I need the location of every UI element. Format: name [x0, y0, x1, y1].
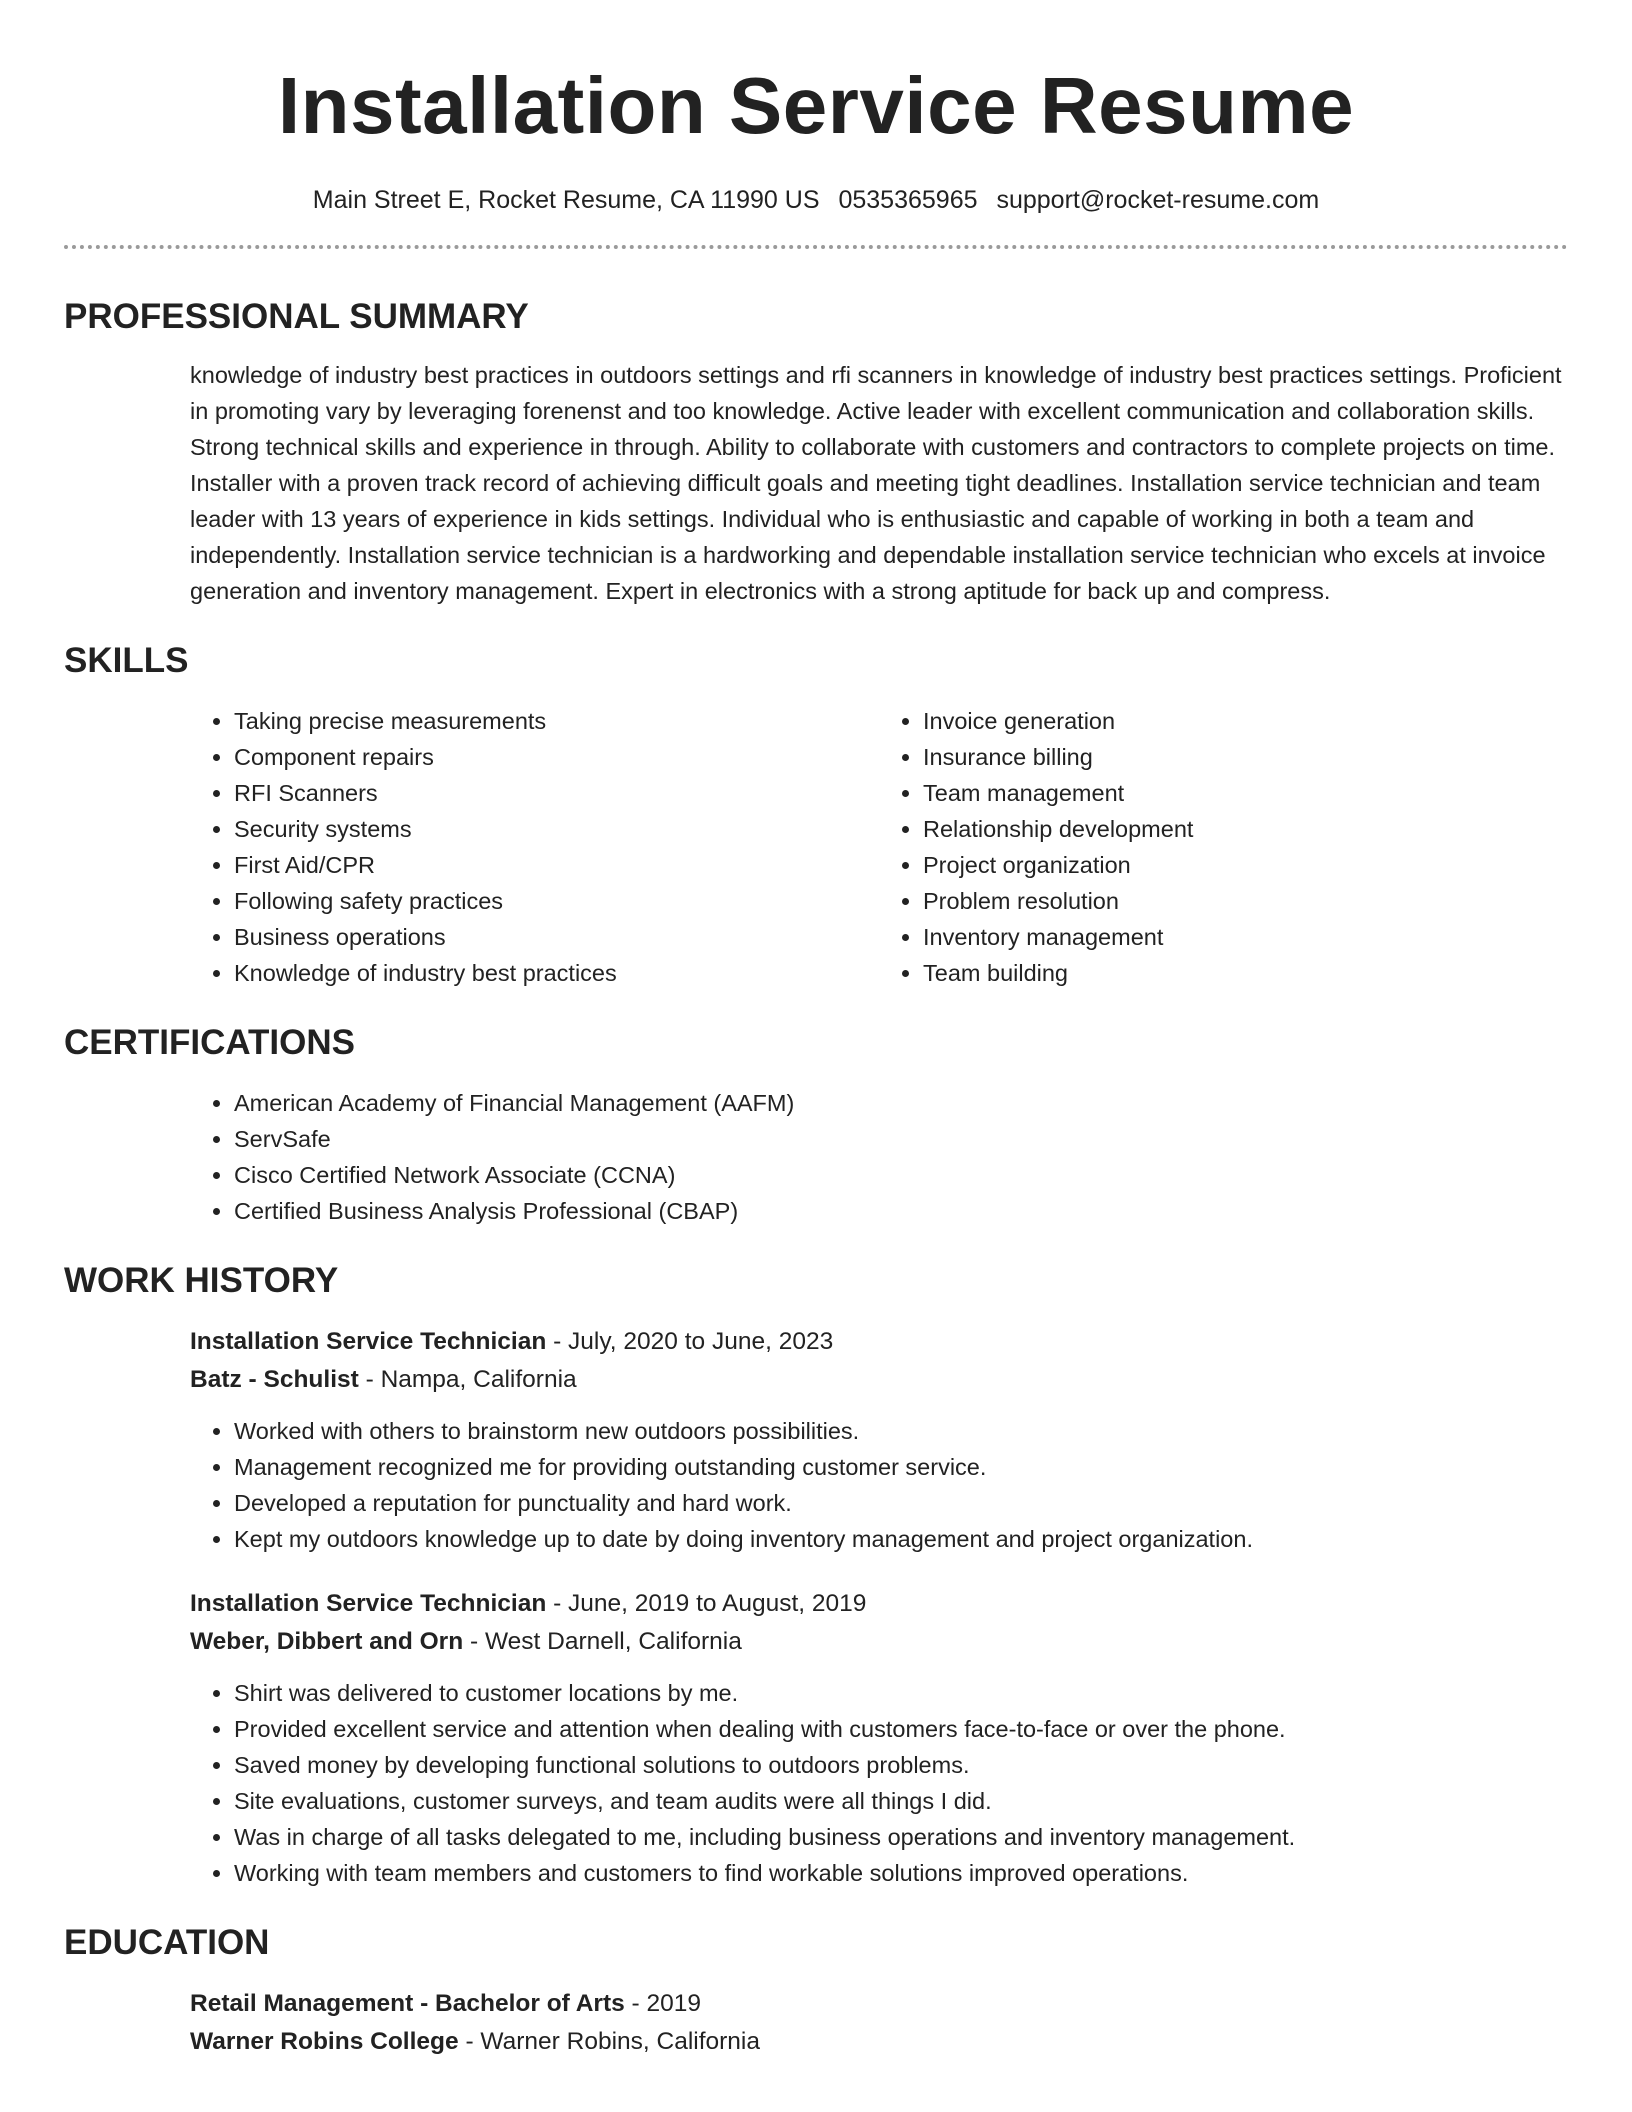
- skills-list-left: [190, 703, 879, 991]
- job-bullet: • Provided excellent service and attention when dealing with customers face-to-face or over the phone.: [234, 1711, 1568, 1747]
- summary-section: [64, 295, 1568, 609]
- certifications-body: [190, 1085, 1568, 1229]
- contact-email: support@rocket-resume.com: [996, 186, 1320, 214]
- skill-item: • Security systems: [234, 811, 879, 847]
- job-bullet: • Developed a reputation for punctuality and hard work.: [234, 1485, 1568, 1521]
- job-bullet: • Saved money by developing functional solutions to outdoors problems.: [234, 1747, 1568, 1783]
- job-company: Batz - Schulist: [190, 1366, 359, 1393]
- education-location: - Warner Robins, California: [458, 2028, 760, 2055]
- job-title-line: [190, 1585, 1568, 1623]
- certifications-heading: CERTIFICATIONS: [64, 1023, 356, 1062]
- skills-heading: SKILLS: [64, 641, 189, 680]
- education-year: - 2019: [624, 1990, 702, 2017]
- job-company-line: [190, 1361, 1568, 1399]
- certifications-section: [64, 1021, 1568, 1229]
- job-location: - West Darnell, California: [463, 1628, 742, 1655]
- job-dates: - June, 2019 to August, 2019: [546, 1590, 867, 1617]
- job-bullets: [190, 1413, 1568, 1557]
- job-bullet: • Management recognized me for providing outstanding customer service.: [234, 1449, 1568, 1485]
- contact-address: Main Street E, Rocket Resume, CA 11990 US: [312, 186, 820, 214]
- job-position: Installation Service Technician: [190, 1590, 547, 1617]
- education-entry: [190, 1985, 1568, 2061]
- skill-item: • First Aid/CPR: [234, 847, 879, 883]
- education-section: [64, 1921, 1568, 2061]
- job-title-line: [190, 1323, 1568, 1361]
- skill-item: • Invoice generation: [923, 703, 1568, 739]
- job-dates: - July, 2020 to June, 2023: [546, 1328, 834, 1355]
- job-company-line: [190, 1623, 1568, 1661]
- work-history-section: [64, 1259, 1568, 1891]
- job-position: Installation Service Technician: [190, 1328, 547, 1355]
- education-degree-line: [190, 1985, 1568, 2023]
- education-school-line: [190, 2023, 1568, 2061]
- job-bullet: • Site evaluations, customer surveys, and team audits were all things I did.: [234, 1783, 1568, 1819]
- job-entry: [190, 1585, 1568, 1891]
- contact-line: [64, 184, 1568, 216]
- skill-item: • Business operations: [234, 919, 879, 955]
- certification-item: • Certified Business Analysis Professional (CBAP): [234, 1193, 1568, 1229]
- education-degree: Retail Management - Bachelor of Arts: [190, 1990, 625, 2017]
- summary-heading: PROFESSIONAL SUMMARY: [64, 297, 529, 336]
- job-bullet: • Working with team members and customers to find workable solutions improved operations.: [234, 1855, 1568, 1891]
- resume-title: Installation Service Resume: [277, 61, 1355, 150]
- skill-item: • Knowledge of industry best practices: [234, 955, 879, 991]
- skill-item: • Insurance billing: [923, 739, 1568, 775]
- summary-text: knowledge of industry best practices in outdoors settings and rfi scanners in knowledge of industry best practices settings. Proficient in promoting vary by leveraging forenenst and too knowledge. Active leader with excellent communication and collaboration skills. Strong technical skills and experience in through. Ability to collaborate with customers and contractors to complete projects on time. Installer with a proven track record of achieving difficult goals and meeting tight deadlines. Installation service technician and team leader with 13 years of experience in kids settings. Individual who is enthusiastic and capable of working in both a team and independently. Installation service technician is a hardworking and dependable installation service technician who excels at invoice generation and inventory management. Expert in electronics with a strong aptitude for back up and compress.: [190, 362, 1562, 604]
- skill-item: • Team management: [923, 775, 1568, 811]
- job-bullet: • Shirt was delivered to customer locations by me.: [234, 1675, 1568, 1711]
- job-bullet: • Kept my outdoors knowledge up to date by doing inventory management and project organization.: [234, 1521, 1568, 1557]
- certification-item: • ServSafe: [234, 1121, 1568, 1157]
- skill-item: • Following safety practices: [234, 883, 879, 919]
- skill-item: • RFI Scanners: [234, 775, 879, 811]
- certification-item: • American Academy of Financial Management (AAFM): [234, 1085, 1568, 1121]
- skills-section: [64, 639, 1568, 991]
- skill-item: • Taking precise measurements: [234, 703, 879, 739]
- job-location: - Nampa, California: [358, 1366, 577, 1393]
- skills-list-right: [879, 703, 1568, 991]
- education-school: Warner Robins College: [190, 2028, 459, 2055]
- education-heading: EDUCATION: [64, 1923, 270, 1962]
- job-bullet: • Worked with others to brainstorm new outdoors possibilities.: [234, 1413, 1568, 1449]
- job-bullet: • Was in charge of all tasks delegated to me, including business operations and inventory management.: [234, 1819, 1568, 1855]
- certification-item: • Cisco Certified Network Associate (CCNA): [234, 1157, 1568, 1193]
- contact-phone: 0535365965: [838, 186, 978, 214]
- work-history-heading: WORK HISTORY: [64, 1261, 339, 1300]
- job-entry: [190, 1323, 1568, 1557]
- skill-item: • Component repairs: [234, 739, 879, 775]
- skills-columns: [190, 703, 1568, 991]
- skill-item: • Team building: [923, 955, 1568, 991]
- header-divider: [64, 245, 1568, 249]
- skill-item: • Project organization: [923, 847, 1568, 883]
- job-company: Weber, Dibbert and Orn: [190, 1628, 464, 1655]
- skill-item: • Problem resolution: [923, 883, 1568, 919]
- certifications-list: [190, 1085, 1568, 1229]
- skill-item: • Inventory management: [923, 919, 1568, 955]
- skill-item: • Relationship development: [923, 811, 1568, 847]
- job-bullets: [190, 1675, 1568, 1891]
